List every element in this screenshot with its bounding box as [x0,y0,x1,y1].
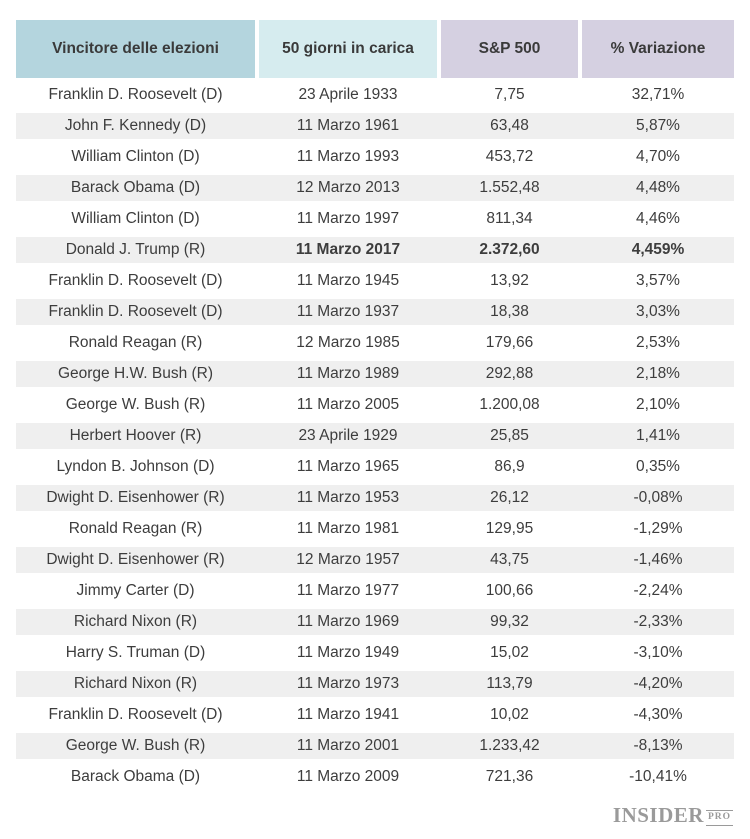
cell-50-days-date: 12 Marzo 2013 [296,179,400,196]
cell-50-days-date: 11 Marzo 2001 [296,737,400,754]
cell-50-days-date: 11 Marzo 1953 [296,489,400,506]
table-row [16,423,734,449]
cell-50-days-date: 23 Aprile 1933 [298,86,398,103]
cell-election-winner: Dwight D. Eisenhower (R) [46,489,225,506]
table-row [16,733,734,759]
cell-50-days-date: 11 Marzo 1945 [296,272,400,289]
cell-50-days-date: 12 Marzo 1985 [296,334,400,351]
cell-sp500-value: 2.372,60 [479,241,540,258]
cell-percent-change: 32,71% [631,86,685,103]
table-row [16,578,734,604]
table-row [16,454,734,480]
table-row [16,547,734,573]
cell-sp500-value: 113,79 [486,675,533,692]
cell-50-days-date: 11 Marzo 1973 [296,675,400,692]
cell-percent-change: -0,08% [633,489,683,506]
cell-50-days-date: 11 Marzo 2005 [296,396,400,413]
table-row [16,516,734,542]
logo-text-pro: PRO [706,810,733,826]
table-row [16,640,734,666]
cell-sp500-value: 721,36 [485,768,534,785]
cell-percent-change: 2,10% [636,396,680,413]
cell-50-days-date: 11 Marzo 1993 [296,148,400,165]
cell-sp500-value: 292,88 [485,365,534,382]
table-row [16,702,734,728]
cell-sp500-value: 129,95 [485,520,534,537]
cell-50-days-date: 11 Marzo 1997 [296,210,400,227]
cell-sp500-value: 1.233,42 [479,737,540,754]
cell-sp500-value: 26,12 [490,489,529,506]
cell-50-days-date: 11 Marzo 1941 [296,706,400,723]
cell-sp500-value: 100,66 [485,582,534,599]
cell-percent-change: -2,33% [633,613,683,630]
cell-percent-change: 2,53% [636,334,680,351]
cell-percent-change: 4,459% [631,241,685,258]
cell-sp500-value: 1.552,48 [479,179,540,196]
cell-percent-change: -1,46% [633,551,683,568]
cell-election-winner: Franklin D. Roosevelt (D) [48,86,223,103]
cell-sp500-value: 86,9 [494,458,525,475]
table-row [16,671,734,697]
cell-percent-change: 0,35% [636,458,680,475]
cell-election-winner: George H.W. Bush (R) [57,365,214,382]
cell-election-winner: Barack Obama (D) [70,768,201,785]
cell-50-days-date: 12 Marzo 1957 [296,551,400,568]
cell-percent-change: -8,13% [633,737,683,754]
cell-sp500-value: 811,34 [486,210,533,227]
cell-percent-change: 2,18% [636,365,680,382]
cell-sp500-value: 25,85 [490,427,529,444]
table-row [16,609,734,635]
cell-50-days-date: 11 Marzo 1949 [296,644,400,661]
table-row [16,175,734,201]
cell-50-days-date: 11 Marzo 2017 [295,241,401,258]
cell-percent-change: 4,48% [636,179,680,196]
table-row [16,392,734,418]
cell-election-winner: Ronald Reagan (R) [68,334,203,351]
cell-election-winner: Herbert Hoover (R) [69,427,202,444]
cell-sp500-value: 63,48 [490,117,529,134]
table-row [16,206,734,232]
cell-percent-change: 3,57% [636,272,680,289]
cell-sp500-value: 18,38 [490,303,529,320]
cell-election-winner: Jimmy Carter (D) [76,582,195,599]
cell-percent-change: 4,46% [636,210,680,227]
table-row [16,485,734,511]
table-row [16,330,734,356]
cell-sp500-value: 7,75 [494,86,525,103]
cell-election-winner: Franklin D. Roosevelt (D) [48,272,223,289]
column-header-winner: Vincitore delle elezioni [16,20,255,78]
cell-50-days-date: 23 Aprile 1929 [298,427,398,444]
cell-election-winner: Franklin D. Roosevelt (D) [48,303,223,320]
cell-election-winner: Harry S. Truman (D) [65,644,206,661]
footer [0,795,750,826]
cell-percent-change: -3,10% [633,644,683,661]
cell-sp500-value: 179,66 [485,334,534,351]
cell-percent-change: -4,30% [633,706,683,723]
cell-50-days-date: 11 Marzo 1937 [296,303,400,320]
cell-50-days-date: 11 Marzo 1977 [296,582,400,599]
cell-percent-change: -1,29% [633,520,683,537]
cell-election-winner: Ronald Reagan (R) [68,520,203,537]
cell-election-winner: George W. Bush (R) [65,737,206,754]
cell-election-winner: Franklin D. Roosevelt (D) [48,706,223,723]
table-row [16,144,734,170]
cell-election-winner: John F. Kennedy (D) [64,117,207,134]
cell-50-days-date: 11 Marzo 2009 [296,768,400,785]
cell-sp500-value: 10,02 [490,706,529,723]
table-row [16,82,734,108]
cell-percent-change: 5,87% [636,117,680,134]
cell-sp500-value: 43,75 [490,551,529,568]
cell-election-winner: Donald J. Trump (R) [65,241,206,258]
column-header-change: % Variazione [582,20,734,78]
cell-election-winner: William Clinton (D) [71,148,200,165]
cell-election-winner: Lyndon B. Johnson (D) [56,458,215,475]
cell-50-days-date: 11 Marzo 1989 [296,365,400,382]
cell-election-winner: William Clinton (D) [71,210,200,227]
table-body [16,82,734,790]
cell-sp500-value: 13,92 [490,272,529,289]
cell-percent-change: -4,20% [633,675,683,692]
table-row [16,237,734,263]
cell-sp500-value: 15,02 [490,644,529,661]
cell-50-days-date: 11 Marzo 1981 [296,520,400,537]
insider-pro-logo [613,805,733,826]
cell-percent-change: -2,24% [633,582,683,599]
table-row [16,299,734,325]
cell-election-winner: Richard Nixon (R) [73,613,198,630]
table-header-row [16,20,734,78]
cell-percent-change: 4,70% [636,148,680,165]
cell-sp500-value: 453,72 [485,148,534,165]
cell-sp500-value: 1.200,08 [479,396,540,413]
cell-50-days-date: 11 Marzo 1969 [296,613,400,630]
cell-percent-change: 1,41% [636,427,680,444]
cell-election-winner: Barack Obama (D) [70,179,201,196]
cell-percent-change: -10,41% [629,768,687,785]
cell-election-winner: Dwight D. Eisenhower (R) [46,551,225,568]
logo-text-insider: INSIDER [612,803,704,827]
cell-50-days-date: 11 Marzo 1965 [296,458,400,475]
column-header-date: 50 giorni in carica [259,20,437,78]
cell-50-days-date: 11 Marzo 1961 [296,117,400,134]
table-row [16,268,734,294]
cell-election-winner: George W. Bush (R) [65,396,206,413]
column-header-sp500: S&P 500 [441,20,578,78]
table-row [16,361,734,387]
cell-percent-change: 3,03% [636,303,680,320]
cell-election-winner: Richard Nixon (R) [73,675,198,692]
table-row [16,764,734,790]
table-row [16,113,734,139]
cell-sp500-value: 99,32 [490,613,529,630]
